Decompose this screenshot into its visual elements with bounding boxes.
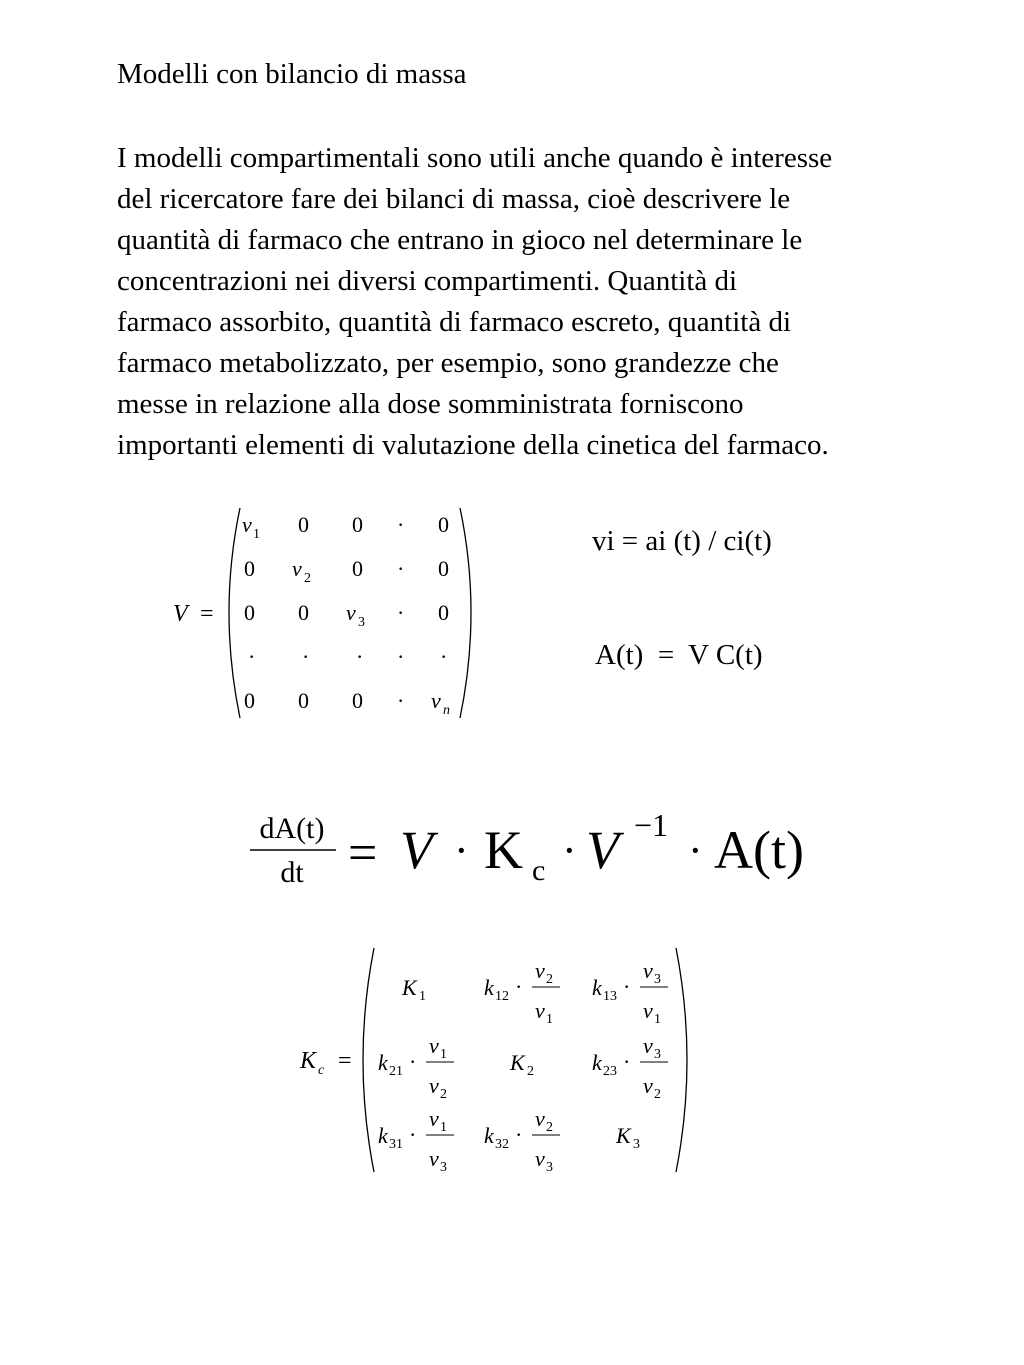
svg-text:13: 13	[603, 989, 617, 1004]
matrix-entry-vn: v	[431, 688, 441, 713]
matrix-entry: 0	[298, 600, 309, 625]
svg-text:v: v	[643, 1033, 653, 1058]
svg-text:v: v	[535, 958, 545, 983]
matrix-entry: 0	[352, 556, 363, 581]
derivative-numerator: dA(t)	[259, 812, 325, 845]
svg-text:v: v	[535, 1106, 545, 1131]
kc-entry-k31	[378, 1106, 454, 1175]
svg-text:·: ·	[623, 1049, 631, 1074]
equals-sign: =	[348, 825, 378, 882]
subscript: 2	[527, 1064, 534, 1079]
paragraph-line: importanti elementi di valutazione della cinetica del farmaco.	[117, 429, 829, 461]
svg-text:32: 32	[495, 1137, 509, 1152]
volume-matrix-symbol: V	[400, 820, 433, 880]
svg-text:v: v	[429, 1106, 439, 1131]
matrix-entry-v1: v	[242, 512, 252, 537]
kc-entry-k12	[484, 958, 560, 1027]
right-paren	[460, 508, 471, 718]
svg-text:·: ·	[409, 1122, 417, 1147]
matrix-entry: 0	[244, 688, 255, 713]
subscript: 2	[304, 571, 311, 586]
paragraph-line: messe in relazione alla dose somministrata forniscono	[117, 388, 744, 420]
matrix-entry: 0	[438, 556, 449, 581]
matrix-entry-dot: ·	[397, 688, 405, 713]
kc-matrix	[290, 940, 700, 1185]
v-matrix-lhs: V	[173, 601, 188, 627]
v-matrix-equals: =	[200, 601, 214, 627]
svg-text:12: 12	[495, 989, 509, 1004]
matrix-entry-dot: ·	[397, 512, 405, 537]
intro-paragraph	[117, 138, 977, 466]
inverse-volume-symbol: V	[586, 820, 619, 880]
matrix-entry-dot: ·	[440, 644, 448, 669]
svg-text:3: 3	[654, 972, 661, 987]
matrix-entry: 0	[298, 512, 309, 537]
svg-text:k: k	[378, 1050, 388, 1075]
svg-text:v: v	[535, 998, 545, 1023]
kc-entry-k21	[378, 1033, 454, 1102]
svg-text:2: 2	[546, 972, 553, 987]
svg-text:v: v	[429, 1146, 439, 1171]
svg-text:3: 3	[440, 1160, 447, 1175]
matrix-entry-dot: ·	[397, 600, 405, 625]
subscript: 1	[253, 527, 260, 542]
main-equation	[240, 800, 840, 900]
derivative-denominator: dt	[280, 856, 304, 889]
rate-matrix-subscript: c	[532, 854, 546, 887]
matrix-entry-dot: ·	[302, 644, 310, 669]
rate-matrix-symbol: K	[484, 820, 523, 880]
matrix-entry-v2: v	[292, 556, 302, 581]
matrix-entry: 0	[298, 688, 309, 713]
paragraph-line: concentrazioni nei diversi compartimenti. Quantità di	[117, 265, 738, 297]
svg-text:2: 2	[654, 1087, 661, 1102]
page-title: Modelli con bilancio di massa	[117, 58, 467, 90]
svg-text:3: 3	[546, 1160, 553, 1175]
kc-matrix-equals: =	[338, 1048, 352, 1074]
inverse-exponent: −1	[634, 807, 669, 843]
svg-text:k: k	[592, 975, 602, 1000]
svg-text:k: k	[378, 1123, 388, 1148]
matrix-entry: 0	[352, 512, 363, 537]
matrix-entry-v3: v	[346, 600, 356, 625]
kc-entry-k23	[592, 1033, 668, 1102]
matrix-entry: 0	[244, 556, 255, 581]
subscript: 3	[633, 1137, 640, 1152]
svg-text:31: 31	[389, 1137, 403, 1152]
matrix-entry-dot: ·	[397, 556, 405, 581]
svg-text:v: v	[643, 1073, 653, 1098]
matrix-entry-dot: ·	[356, 644, 364, 669]
amount-concentration-relation: A(t) = V C(t)	[595, 639, 763, 671]
matrix-entry: 0	[438, 600, 449, 625]
kc-entry-K3: K	[616, 1123, 631, 1148]
subscript: c	[318, 1063, 325, 1078]
left-paren	[363, 948, 374, 1172]
matrix-entry-dot: ·	[248, 644, 256, 669]
v-matrix	[160, 500, 490, 730]
svg-text:·: ·	[409, 1049, 417, 1074]
matrix-entry: 0	[438, 512, 449, 537]
svg-text:v: v	[429, 1073, 439, 1098]
paragraph-line: I modelli compartimentali sono utili anche quando è interesse	[117, 142, 833, 174]
svg-text:23: 23	[603, 1064, 617, 1079]
matrix-entry-dot: ·	[397, 644, 405, 669]
kc-entry-K1: K	[402, 975, 417, 1000]
svg-text:1: 1	[440, 1047, 447, 1062]
svg-text:3: 3	[654, 1047, 661, 1062]
svg-text:1: 1	[654, 1012, 661, 1027]
svg-text:1: 1	[546, 1012, 553, 1027]
svg-text:1: 1	[440, 1120, 447, 1135]
svg-text:v: v	[535, 1146, 545, 1171]
multiply-dot: ·	[688, 826, 703, 875]
multiply-dot: ·	[454, 826, 469, 875]
matrix-entry: 0	[244, 600, 255, 625]
matrix-entry: 0	[352, 688, 363, 713]
kc-entry-k13	[592, 958, 668, 1027]
svg-text:k: k	[484, 975, 494, 1000]
left-paren	[229, 508, 240, 718]
right-paren	[676, 948, 687, 1172]
svg-text:k: k	[484, 1123, 494, 1148]
multiply-dot: ·	[562, 826, 577, 875]
svg-text:·: ·	[515, 974, 523, 999]
svg-text:2: 2	[440, 1087, 447, 1102]
vi-definition: vi = ai (t) / ci(t)	[592, 525, 772, 557]
subscript: 1	[419, 989, 426, 1004]
paragraph-line: del ricercatore fare dei bilanci di massa, cioè descrivere le	[117, 183, 791, 215]
paragraph-line: quantità di farmaco che entrano in gioco nel determinare le	[117, 224, 803, 256]
kc-entry-K2: K	[510, 1050, 525, 1075]
amount-vector: A(t)	[714, 820, 804, 880]
subscript: n	[443, 703, 450, 718]
kc-entry-k32	[484, 1106, 560, 1175]
svg-text:k: k	[592, 1050, 602, 1075]
paragraph-line: farmaco metabolizzato, per esempio, sono grandezze che	[117, 347, 779, 379]
svg-text:2: 2	[546, 1120, 553, 1135]
svg-text:·: ·	[623, 974, 631, 999]
svg-text:·: ·	[515, 1122, 523, 1147]
svg-text:v: v	[643, 998, 653, 1023]
paragraph-line: farmaco assorbito, quantità di farmaco escreto, quantità di	[117, 306, 791, 338]
svg-text:v: v	[429, 1033, 439, 1058]
kc-matrix-lhs: K	[300, 1048, 317, 1074]
subscript: 3	[358, 615, 365, 630]
svg-text:21: 21	[389, 1064, 403, 1079]
svg-text:v: v	[643, 958, 653, 983]
